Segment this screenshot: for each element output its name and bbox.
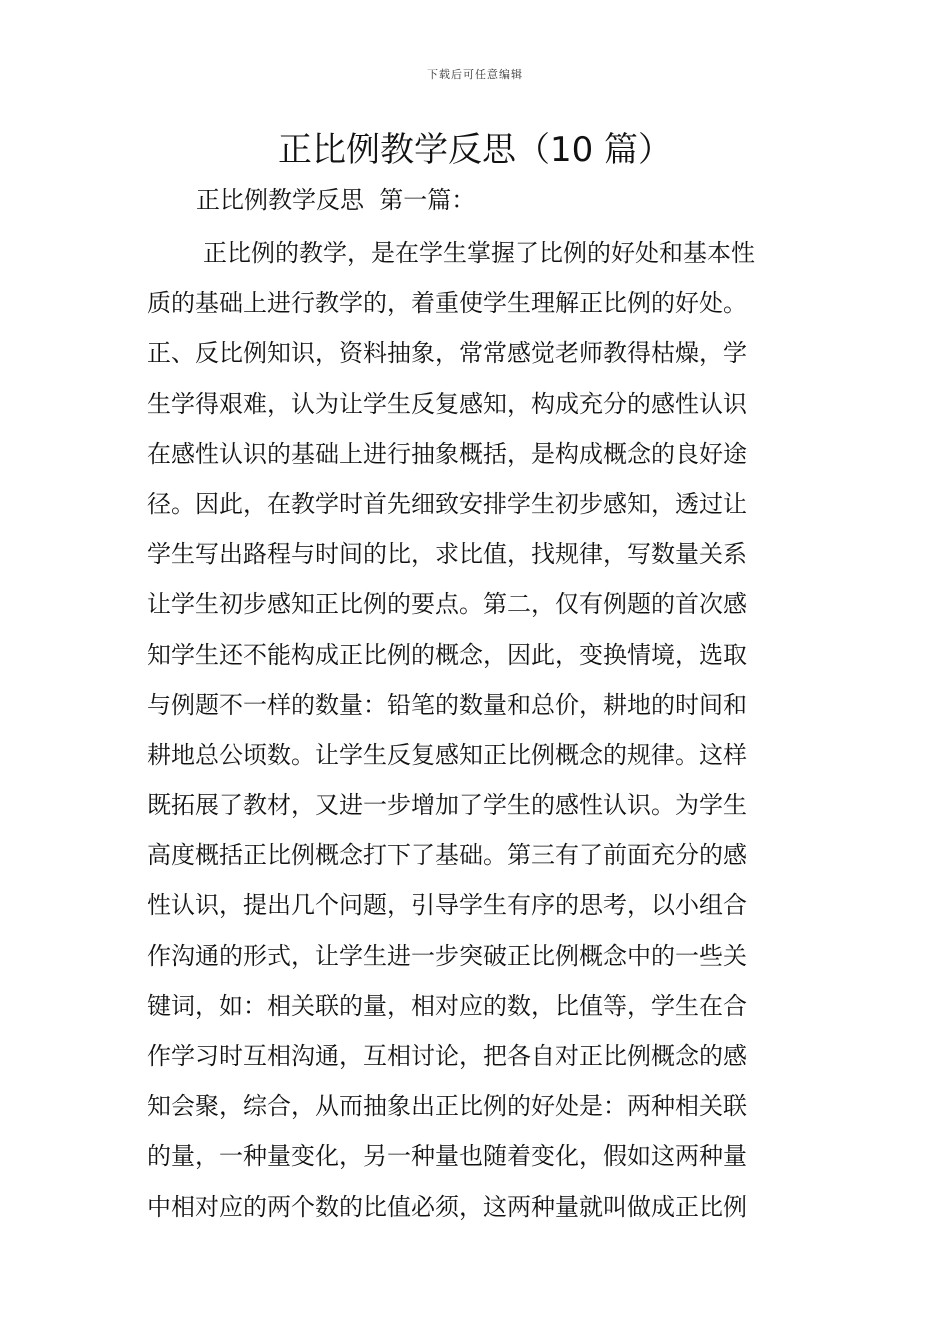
body-line: 正比例的教学，是在学生掌握了比例的好处和基本性 — [203, 239, 755, 267]
body-line: 高度概括正比例概念打下了基础。第三有了前面充分的感 — [147, 841, 747, 870]
body-line: 作学习时互相沟通，互相讨论，把各自对正比例概念的感 — [147, 1042, 747, 1070]
body-line: 知会聚，综合，从而抽象出正比例的好处是：两种相关联 — [147, 1092, 747, 1121]
body-line: 让学生初步感知正比例的要点。第二，仅有例题的首次感 — [147, 590, 747, 619]
body-paragraph — [147, 228, 807, 1232]
body-line: 键词，如：相关联的量，相对应的数，比值等，学生在合 — [147, 991, 747, 1020]
body-line: 质的基础上进行教学的，着重使学生理解正比例的好处。 — [147, 289, 747, 318]
body-line: 中相对应的两个数的比值必须，这两种量就叫做成正比例 — [147, 1192, 747, 1221]
body-line: 既拓展了教材，又进一步增加了学生的感性认识。为学生 — [147, 791, 747, 820]
body-line: 耕地总公顷数。让学生反复感知正比例概念的规律。这样 — [147, 740, 747, 769]
body-line: 知学生还不能构成正比例的概念，因此，变换情境，选取 — [147, 640, 747, 669]
document-title: 正比例教学反思（10 篇） — [277, 130, 673, 170]
body-line: 在感性认识的基础上进行抽象概括，是构成概念的良好途 — [147, 439, 747, 468]
section-heading: 正比例教学反思 第一篇： — [196, 186, 476, 214]
body-line: 学生写出路程与时间的比，求比值，找规律，写数量关系 — [147, 540, 747, 569]
header-note: 下载后可任意编辑 — [427, 68, 523, 81]
body-line: 性认识，提出几个问题，引导学生有序的思考，以小组合 — [147, 891, 747, 920]
body-line: 径。因此，在教学时首先细致安排学生初步感知，透过让 — [147, 489, 747, 518]
body-line: 的量，一种量变化，另一种量也随着变化，假如这两种量 — [147, 1142, 747, 1171]
body-line: 作沟通的形式，让学生进一步突破正比例概念中的一些关 — [147, 941, 747, 970]
body-line: 正、反比例知识，资料抽象，常常感觉老师教得枯燥，学 — [147, 339, 747, 368]
body-line: 生学得艰难，认为让学生反复感知，构成充分的感性认识 — [147, 389, 747, 418]
body-line: 与例题不一样的数量：铅笔的数量和总价，耕地的时间和 — [147, 690, 747, 719]
